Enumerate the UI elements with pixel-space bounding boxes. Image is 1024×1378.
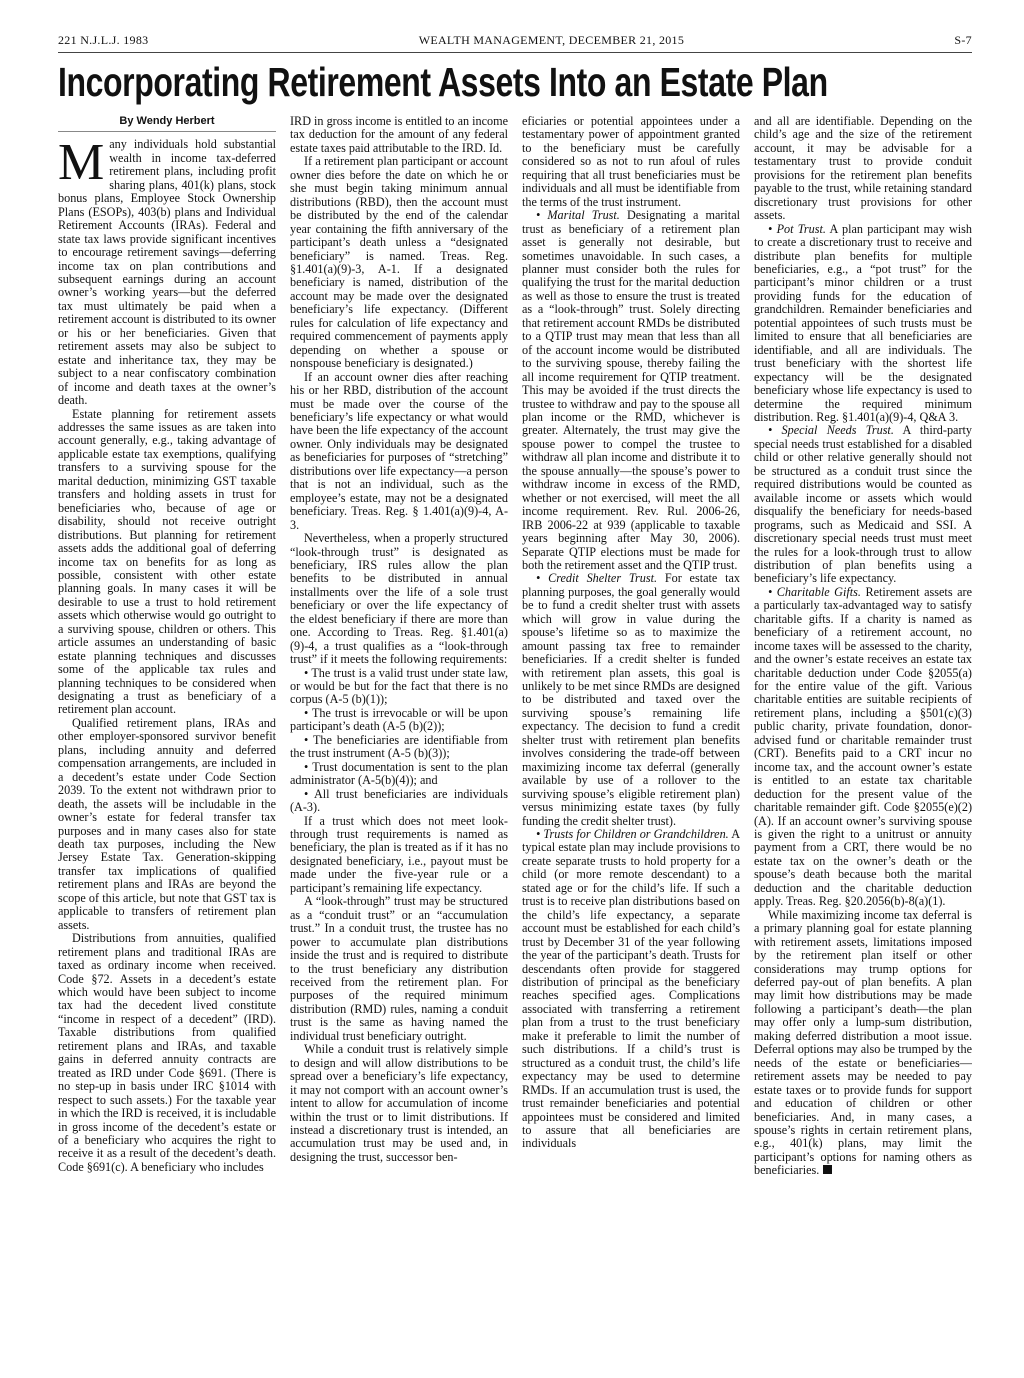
bullet-item: • The trust is a valid trust under state law, or would be but for the fact that there is no corpus (A-5 (b)(1)); <box>290 665 508 707</box>
paragraph: While a conduit trust is relatively simple to design and will allow distributions to be spread over a beneficiary’s life expectancy, it may not comport with an account owner’s intent to allow for accumulation of income within the trust or to limit distributions. If instead a discretionary trust is intended, an accumulation trust may be used and, in designing the trust, successor ben- <box>290 1042 508 1164</box>
subhead-special-needs-trust: • Special Needs Trust. <box>768 423 894 438</box>
paragraph: Qualified retirement plans, IRAs and other employer-sponsored survivor benefit plans, including annuity and deferred compensation arrangements, are included in a decedent’s estate under Code Section 2039. To the extent not withdrawn prior to death, the assets will be includable in the owner’s estate for federal transfer tax purposes and in many cases also for state death tax purposes, including the New Jersey Estate Tax. Generation-skipping transfer tax implications of qualified retirement plans and IRAs are beyond the scope of this article, but note that GST tax is applicable to transfers of retirement plan assets. <box>58 715 276 932</box>
subhead-credit-shelter-trust: • Credit Shelter Trust. <box>536 571 658 586</box>
paragraph: • Special Needs Trust. A third-party special needs trust established for a disabled child or other relative generally should not be structured as a conduit trust since the required distributions would be counted as available income or assets which would disqualify the beneficiary for needs-based programs, such as Medicaid and SSI. A discretionary special needs trust must meet the rules for a look-through trust to allow distribution of plan benefits using a beneficiary’s life expectancy. <box>754 423 972 586</box>
paragraph: If an account owner dies after reaching his or her RBD, distribution of the account must be made over the course of the beneficiary’s life expectancy or what would have been the life expectancy of the account owner. Only individuals may be designated as beneficiaries for purposes of “stretching” distributions over life expectancy—a person that is not an individual, such as the employee’s estate, may not be a designated beneficiary. Treas. Reg. § 1.401(a)(9)-4, A-3. <box>290 369 508 532</box>
bullet-item: • The trust is irrevocable or will be upon participant’s death (A-5 (b)(2)); <box>290 705 508 734</box>
newspaper-page <box>0 28 1024 1378</box>
paragraph: Many individuals hold substantial wealth in income tax-deferred retirement plans, including profit sharing plans, 401(k) plans, stock bonus plans, Employee Stock Ownership Plans (ESOPs), 403(b) plans and Individual Retirement Accounts (IRAs). Federal and state tax laws provide significant incentives to encourage retirement savings—deferring income tax on plan contributions and subsequent earnings during an account owner’s working years—but the deferred tax must ultimately be paid when a retirement account is distributed to its owner or his or her beneficiaries. Given that retirement assets may also be subject to estate and inheritance tax, they may be subject to a near confiscatory combination of income and death taxes at the owner’s death. <box>58 134 276 408</box>
paragraph: • Trusts for Children or Grandchildren. A typical estate plan may include provisions to create separate trusts to hold property for a child (or more remote descendant) to a stated age or for the child’s life. If such a trust is to receive plan distributions based on the child’s life expectancy, a separate account must be established for each child’s trust by December 31 of the year following the year of the participant’s death. Trusts for descendants often provide for staggered distribution of principal as the beneficiary reaches specified ages. Complications associated with transferring a retirement plan from a trust to the trust beneficiary make it preferable to limit the number of such distributions. If a child’s trust is structured as a conduit trust, the child’s life expectancy may be used to determine RMDs. If an accumulation trust is used, the trust remainder beneficiaries and potential appointees must be considered and limited to assure that all beneficiaries are individuals <box>522 827 740 1151</box>
paragraph: Nevertheless, when a properly structured “look-through trust” is designated as beneficiary, IRS rules allow the plan benefits to be distributed in annual installments over the life of a sole trust beneficiary or over the life expectancy of the eldest beneficiary if there are more than one. According to Treas. Reg. §1.401(a)(9)-4, a trust qualifies as a “look-through trust” if it meets the following requirements: <box>290 531 508 667</box>
page-number: S-7 <box>954 32 972 47</box>
paragraph: and all are identifiable. Depending on the child’s age and the size of the retirement account, it may be advisable for a testamentary trust to provide conduit provisions for the retirement plan benefits payable to the trust, while retaining standard discretionary trust provisions for other assets. <box>754 115 972 223</box>
end-mark-icon <box>823 1165 832 1174</box>
article-headline: Incorporating Retirement Assets Into an Estate Plan <box>58 59 828 105</box>
paragraph: • Pot Trust. A plan participant may wish to create a discretionary trust to receive and distribute plan benefits for multiple beneficiaries, e.g., a “pot trust” for the participant’s minor children or a trust providing funds for the education of grandchildren. Remainder beneficiaries and potential appointees of such trusts must be limited to ensure that all beneficiaries are identifiable, and all are individuals. The trust beneficiary with the shortest life expectancy will be the designated beneficiary whose life expectancy is used to determine the required minimum distribution. Reg. §1.401(a)(9)-4, Q&A 3. <box>754 221 972 424</box>
subhead-charitable-gifts: • Charitable Gifts. <box>768 584 861 599</box>
paragraph: eficiaries or potential appointees under a testamentary power of appointment granted to the beneficiary must be carefully considered so as not to run afoul of rules requiring that all trust beneficiaries must be individuals and all must be identifiable from the terms of the trust instrument. <box>522 115 740 209</box>
section-date: WEALTH MANAGEMENT, DECEMBER 21, 2015 <box>418 32 685 47</box>
column-3 <box>522 115 740 1331</box>
paragraph: • Charitable Gifts. Retirement assets are a particularly tax-advantaged way to satisfy charitable gifts. If a charity is named as beneficiary of a retirement account, no income taxes will be assessed to the charity, and the owner’s estate receives an estate tax charitable deduction under Code §2055(a) for the entire value of the gift. Various charitable entities are suitable recipients of retirement plans, including a §501(c)(3) public charity, private foundation, donor-advised fund or charitable remainder trust (CRT). Benefits paid to a CRT incur no income tax, and the account owner’s estate is entitled to an estate tax charitable deduction for the present value of the charitable remainder gift. Code §2055(e)(2)(A). If an account owner’s surviving spouse is given the right to a unitrust or annuity payment from a CRT, there would be no estate tax on the owner’s death or the spouse’s death because both the marital deduction and the charitable deduction apply. Treas. Reg. §20.2056(b)-8(a)(1). <box>754 584 972 909</box>
paragraph: • Credit Shelter Trust. For estate tax planning purposes, the goal generally would be to fund a credit shelter trust with assets which will grow in value during the spouse’s lifetime so as to maximize the amount passing tax free to remainder beneficiaries. If a credit shelter is funded with retirement plan assets, this goal is unlikely to be met since RMDs are designed to be distributed and taxed over the surviving spouse’s remaining life expectancy. The decision to fund a credit shelter trust with retirement plan benefits involves considering the trade-off between maximizing income tax deferral (generally available by use of a rollover to the surviving spouse’s eligible retirement plan) versus minimizing estate taxes (by fully funding the credit shelter trust). <box>522 571 740 828</box>
column-1 <box>58 115 276 1331</box>
paragraph: If a retirement plan participant or account owner dies before the date on which he or she must begin taking minimum annual distributions (RBD), then the account must be distributed by the end of the calendar year containing the fifth anniversary of the participant’s death unless a “designated beneficiary” is named. Treas. Reg. §1.401(a)(9)-3, A-1. If a designated beneficiary is named, distribution of the account may be made over the designated beneficiary’s life expectancy. (Different rules for calculation of life expectancy and required commencement of payments apply depending on whether a spouse or nonspouse beneficiary is designated.) <box>290 154 508 371</box>
column-2 <box>290 115 508 1331</box>
column-4 <box>754 115 972 1331</box>
paragraph: IRD in gross income is entitled to an income tax deduction for the amount of any federal estate taxes paid attributable to the IRD. Id. <box>290 115 508 155</box>
subhead-pot-trust: • Pot Trust. <box>768 221 826 236</box>
paragraph: While maximizing income tax deferral is a primary planning goal for estate planning with retirement assets, limitations imposed by the retirement plan itself or other considerations may trump options for deferred pay-out of plan benefits. A plan may limit how distributions may be made following a participant’s death—the plan may offer only a lump-sum distribution, making deferred distribution a moot issue. Deferral options may also be trumped by the needs of the estate or beneficiaries—retirement assets may be needed to pay estate taxes or to provide funds for support and education of children or other beneficiaries. And, in many cases, a spouse’s rights in certain retirement plans, e.g., 401(k) plans, may limit the participant’s options for naming others as beneficiaries. <box>754 907 972 1178</box>
byline: By Wendy Herbert <box>58 115 276 132</box>
article-body <box>58 115 972 1331</box>
running-head <box>58 28 972 53</box>
subhead-marital-trust: • Marital Trust. <box>536 208 620 223</box>
bullet-item: • Trust documentation is sent to the plan administrator (A-5(b)(4)); and <box>290 759 508 788</box>
bullet-item: • The beneficiaries are identifiable from the trust instrument (A-5 (b)(3)); <box>290 732 508 761</box>
bullet-item: • All trust beneficiaries are individuals (A-3). <box>290 786 508 815</box>
paragraph: If a trust which does not meet look-through trust requirements is named as beneficiary, the plan is treated as if it has no designated beneficiary, i.e., payout must be made under the five-year rule or a participant’s remaining life expectancy. <box>290 813 508 895</box>
paragraph: • Marital Trust. Designating a marital trust as beneficiary of a retirement plan asset is generally not desirable, but sometimes unavoidable. In such cases, a planner must consider both the rules for qualifying the trust for the marital deduction as well as those to ensure the trust is treated as a “look-through” trust. Solely directing that retirement account RMDs be distributed to a QTIP trust may mean that less than all of the account income would be distributed to the surviving spouse, thereby failing the all income requirement for QTIP treatment. This may be avoided if the trust directs the trustee to withdraw and pay to the spouse all plan income or the RMD, whichever is greater. Alternately, the trust may give the spouse power to compel the trustee to withdraw all plan income and distribute it to the spouse annually—the spouse’s power to withdraw income in excess of the RMD, whether or not exercised, will meet the all income requirement. Rev. Rul. 2006-26, IRB 2006-22 at 939 (applicable to taxable years beginning after May 30, 2006). Separate QTIP elections must be made for both the retirement asset and the QTIP trust. <box>522 208 740 572</box>
citation: 221 N.J.L.J. 1983 <box>58 32 149 47</box>
drop-cap: M <box>58 134 105 192</box>
paragraph: A “look-through” trust may be structured as a “conduit trust” or an “accumulation trust.” In a conduit trust, the trustee has no power to accumulate plan distributions inside the trust and is required to distribute to the trust beneficiary any distribution received from the retirement plan. For purposes of the required minimum distribution (RMD) rules, naming a conduit trust is the same as having named the individual trust beneficiary outright. <box>290 894 508 1043</box>
paragraph: Estate planning for retirement assets addresses the same issues as are taken into account generally, e.g., taking advantage of applicable estate tax exemptions, qualifying transfers to a surviving spouse for the marital deduction, minimizing GST taxable transfers and holding assets in trust for beneficiaries who, because of age or disability, should not receive outright distributions. But planning for retirement assets adds the additional goal of deferring income tax on benefits for as long as possible, consistent with other estate planning goals. In many cases it will be desirable to use a trust to hold retirement assets which otherwise would go outright to a surviving spouse, children or others. This article assumes an understanding of basic estate planning techniques and discusses some of the applicable tax rules and planning techniques to be considered when designating a trust as beneficiary of a retirement plan account. <box>58 406 276 717</box>
subhead-trusts-for-children: • Trusts for Children or Grandchildren. <box>536 827 729 842</box>
paragraph: Distributions from annuities, qualified retirement plans and traditional IRAs are taxed as ordinary income when received. Code §72. Assets in a decedent’s estate which would have been subject to income tax had the decedent lived constitute “income in respect of a decedent” (IRD). Taxable distributions from qualified retirement plans and IRAs, and taxable gains in deferred annuity contracts are treated as IRD under Code §691. (There is no step-up in basis under IRC §1014 with respect to such assets.) For the taxable year in which the IRD is received, it is includable in gross income of the decedent’s estate or of a beneficiary who acquires the right to receive it as a result of the decedent’s death. Code §691(c). A beneficiary who includes <box>58 931 276 1174</box>
